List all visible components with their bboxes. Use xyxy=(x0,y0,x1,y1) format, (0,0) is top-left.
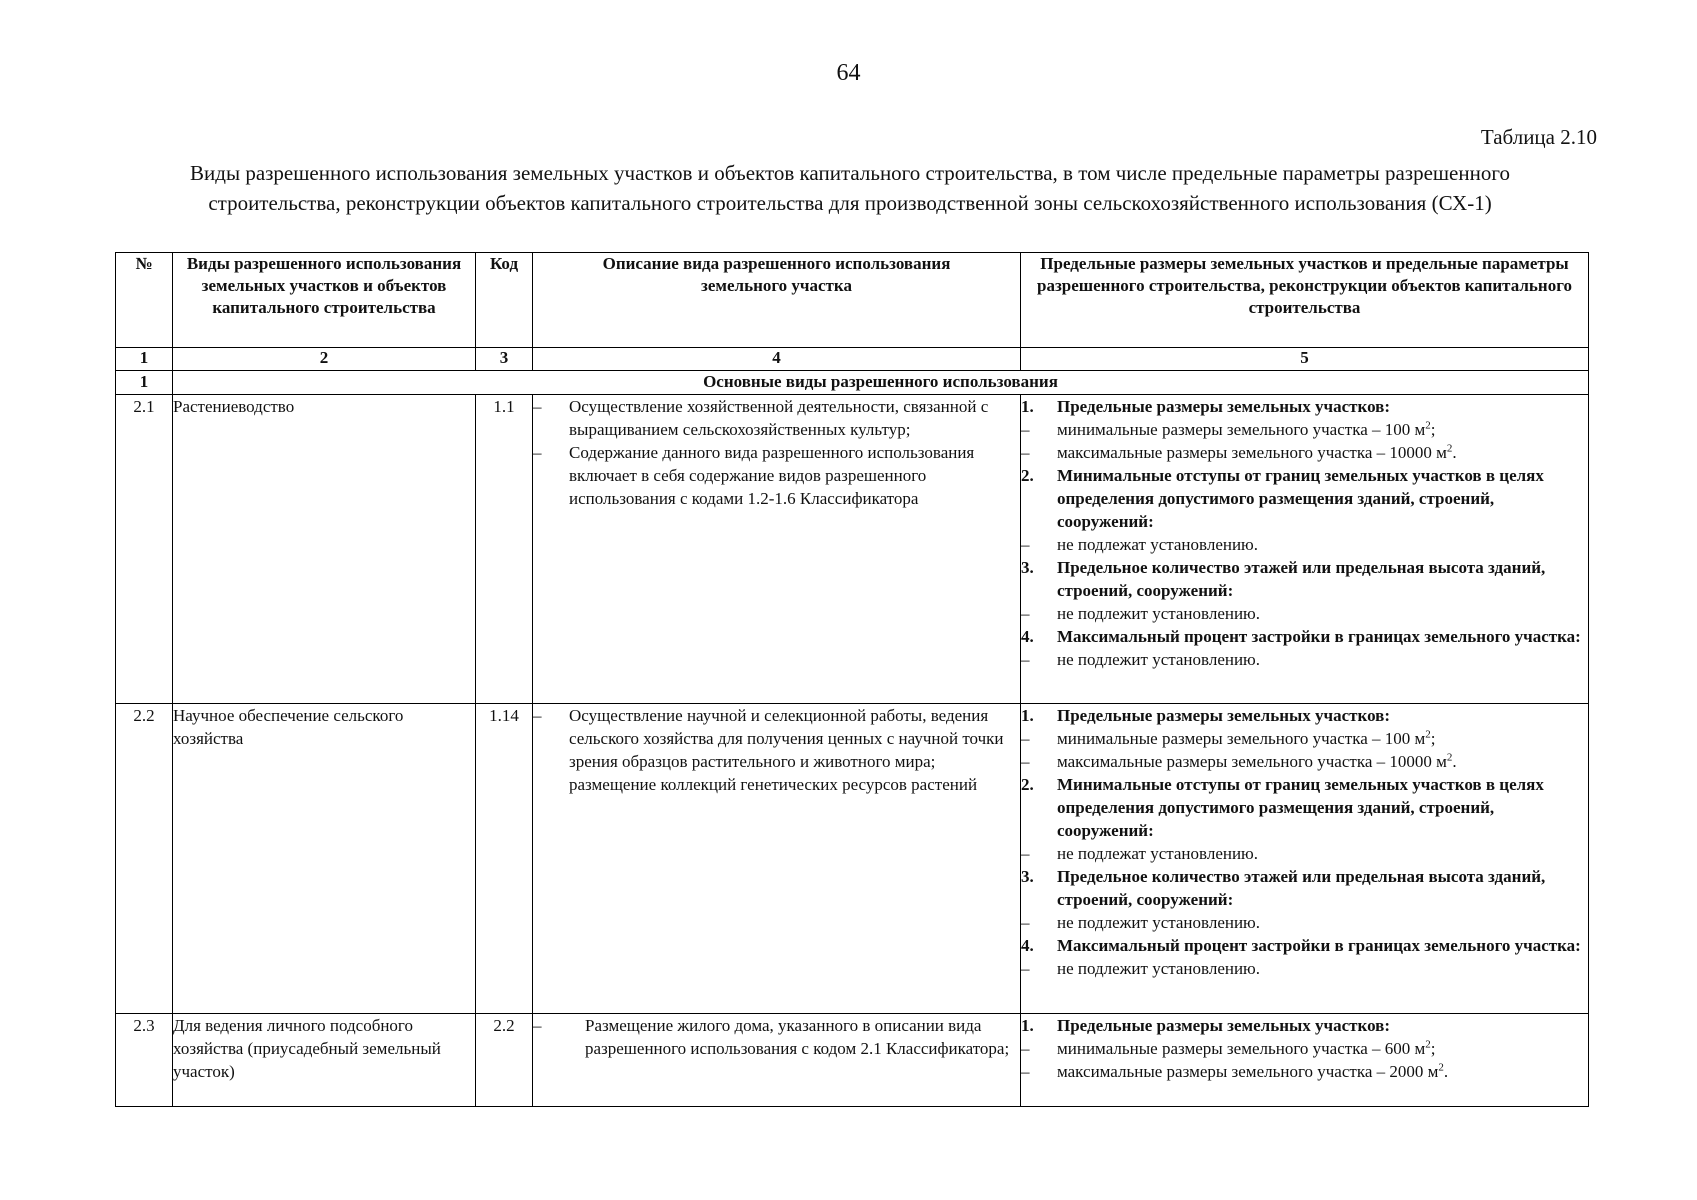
row-code: 1.1 xyxy=(476,395,533,704)
column-number-row xyxy=(116,348,1589,371)
limits-value: – максимальные размеры земельного участка – 10000 $м^2$. xyxy=(1021,442,1457,462)
table-row xyxy=(116,704,1589,1014)
row-num: 2.1 xyxy=(116,395,173,704)
table-label: Таблица 2.10 xyxy=(1480,125,1597,149)
row-code: 1.14 xyxy=(476,704,533,1014)
row-description xyxy=(533,704,1021,1014)
row-use-type: Научное обеспечение сельского хозяйства xyxy=(173,704,476,1014)
column-number: 4 xyxy=(533,348,1021,371)
header-code: Код xyxy=(476,253,533,348)
section-title: Основные виды разрешенного использования xyxy=(173,371,1589,395)
limits-value: – минимальные размеры земельного участка – 600 $м^2$; xyxy=(1021,1038,1436,1058)
limits-heading: 2. Минимальные отступы от границ земельных участков в целях определения допустимого размещения зданий, строений, сооружений: xyxy=(1021,466,1544,531)
limits-value: – минимальные размеры земельного участка – 100 $м^2$; xyxy=(1021,728,1436,748)
limits-value: – не подлежит установлению. xyxy=(1021,913,1261,932)
row-num: 2.3 xyxy=(116,1014,173,1107)
header-use-type: Виды разрешенного использования земельных участков и объектов капитального строительства xyxy=(173,253,476,348)
limits-value: – не подлежат установлению. xyxy=(1021,535,1259,554)
list-item: – Осуществление хозяйственной деятельности, связанной с выращиванием сельскохозяйственных культур; xyxy=(533,397,989,439)
limits-heading: 1. Предельные размеры земельных участков: xyxy=(1021,706,1391,725)
row-description xyxy=(533,1014,1021,1107)
section-row xyxy=(116,371,1589,395)
row-num: 2.2 xyxy=(116,704,173,1014)
limits-heading: 2. Минимальные отступы от границ земельных участков в целях определения допустимого размещения зданий, строений, сооружений: xyxy=(1021,775,1544,840)
column-number: 3 xyxy=(476,348,533,371)
limits-heading: 4. Максимальный процент застройки в границах земельного участка: xyxy=(1021,936,1581,955)
column-number: 2 xyxy=(173,348,476,371)
list-item: – Осуществление научной и селекционной работы, ведения сельского хозяйства для получения ценных с научной точки зрения образцов растительного и животного мира; размещение коллекций генетических ресурсов растений xyxy=(533,706,1004,794)
table-header-row xyxy=(116,253,1589,348)
row-code: 2.2 xyxy=(476,1014,533,1107)
limits-value: – максимальные размеры земельного участка – 10000 $м^2$. xyxy=(1021,751,1457,771)
limits-value: – не подлежат установлению. xyxy=(1021,844,1259,863)
column-number: 1 xyxy=(116,348,173,371)
limits-heading: 3. Предельное количество этажей или предельная высота зданий, строений, сооружений: xyxy=(1021,867,1546,909)
table-caption: Виды разрешенного использования земельных участков и объектов капитального строительства, в том числе предельные параметры разрешенного строительства, реконструкции объектов капитального строительства для производственной зоны сельскохозяйственного использования (СХ-1) xyxy=(190,161,1510,215)
row-use-type: Для ведения личного подсобного хозяйства (приусадебный земельный участок) xyxy=(173,1014,476,1107)
header-num: № xyxy=(116,253,173,348)
list-item: – Размещение жилого дома, указанного в описании вида разрешенного использования с кодом 2.1 Классификатора; xyxy=(533,1016,1010,1058)
limits-value: – максимальные размеры земельного участка – 2000 $м^2$. xyxy=(1021,1061,1449,1081)
row-use-type: Растениеводство xyxy=(173,395,476,704)
row-description xyxy=(533,395,1021,704)
header-description: Описание вида разрешенного использования земельного участка xyxy=(533,253,1021,348)
limits-heading: 3. Предельное количество этажей или предельная высота зданий, строений, сооружений: xyxy=(1021,558,1546,600)
limits-value: – не подлежит установлению. xyxy=(1021,959,1261,978)
limits-value: – минимальные размеры земельного участка – 100 $м^2$; xyxy=(1021,419,1436,439)
column-number: 5 xyxy=(1021,348,1589,371)
row-limits xyxy=(1021,395,1589,704)
limits-value: – не подлежит установлению. xyxy=(1021,604,1261,623)
list-item: – Содержание данного вида разрешенного использования включает в себя содержание видов разрешенного использования с кодами 1.2-1.6 Классификатора xyxy=(533,443,975,508)
table-row xyxy=(116,1014,1589,1107)
limits-heading: 4. Максимальный процент застройки в границах земельного участка: xyxy=(1021,627,1581,646)
zoning-table xyxy=(115,252,1589,1107)
limits-heading: 1. Предельные размеры земельных участков: xyxy=(1021,1016,1391,1035)
page-number: 64 xyxy=(836,60,861,86)
table-row xyxy=(116,395,1589,704)
limits-value: – не подлежит установлению. xyxy=(1021,650,1261,669)
header-limits: Предельные размеры земельных участков и предельные параметры разрешенного строительства, реконструкции объектов капитального строительства xyxy=(1021,253,1589,348)
limits-heading: 1. Предельные размеры земельных участков: xyxy=(1021,397,1391,416)
row-limits xyxy=(1021,1014,1589,1107)
section-num: 1 xyxy=(116,371,173,395)
row-limits xyxy=(1021,704,1589,1014)
